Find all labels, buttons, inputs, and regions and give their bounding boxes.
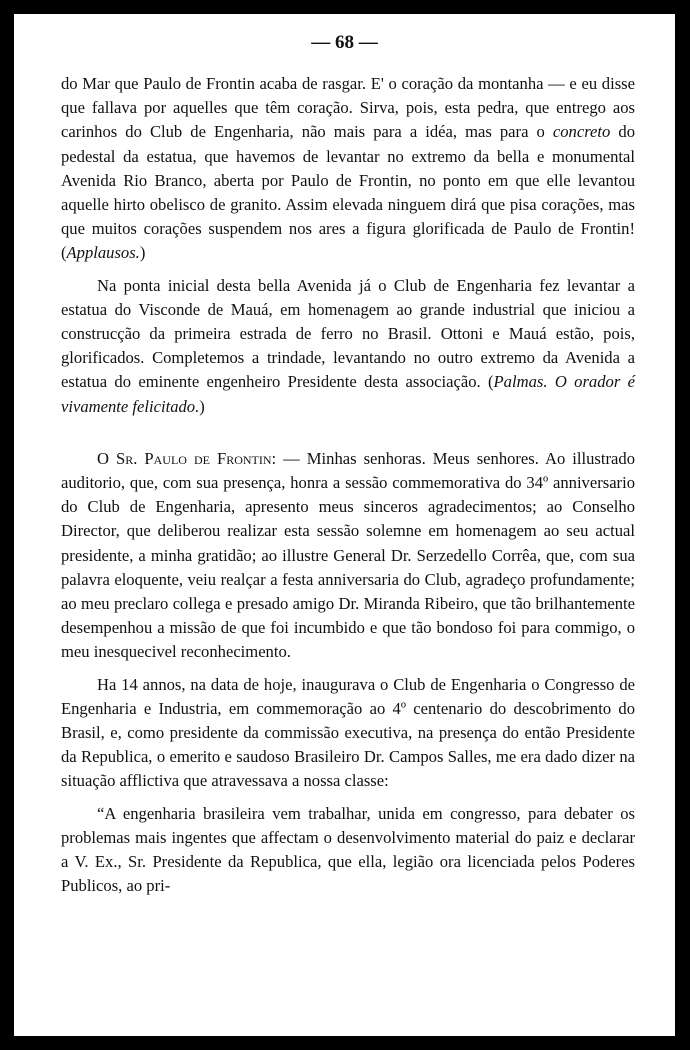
text-run: Na ponta inicial desta bella Avenida já o Club de Engenharia fez levantar a estatua do Visconde de Mauá, em homenagem ao grande industrial que iniciou a construcção da primeira estrada de ferro no Brasil. Ottoni e Mauá estão, pois, glorificados. Completemos a trindade, levantando no outro extremo da Avenida a estatua do eminente engenheiro Presidente desta associação. ( bbox=[61, 275, 635, 392]
text-run: ) bbox=[199, 396, 205, 416]
italic-text: Applausos. bbox=[66, 243, 140, 263]
text-run: ) bbox=[139, 243, 146, 263]
paragraph bbox=[61, 802, 635, 899]
paragraph bbox=[61, 447, 635, 665]
speaker-name: Sr. Paulo de Frontin bbox=[116, 448, 272, 468]
text-run: do pedestal da estatua, que havemos de levantar no extremo da bella e monumental Avenida Rio Branco, aberta por Paulo de Frontin, no ponto em que elle levantou aquelle hirto obelisco de granito. Assim elevada ninguem dirá que pisa corações, mas que muitos corações suspendem nos ares a figura glorificada de Paulo de Frontin! ( bbox=[61, 122, 635, 263]
text-run: Ha 14 annos, na data de hoje, inaugurava o Club de Engenharia o Congresso de Engenharia e Industria, em commemoração ao 4º centenario do descobrimento do Brasil, e, como presidente da commissão executiva, na presença do então Presidente da Republica, o emerito e saudoso Brasileiro Dr. Campos Salles, me era dado dizer na situação afflictiva que atravessava a nossa classe: bbox=[61, 674, 635, 791]
paragraph bbox=[61, 274, 635, 419]
text-run: do Mar que Paulo de Frontin acaba de rasgar. E' o coração da montanha — e eu disse que fallava por aquelles que têm coração. Sirva, pois, esta pedra, que entrego aos carinhos do Club de Engenharia, não mais para a idéa, mas para o bbox=[61, 74, 635, 142]
italic-text: concreto bbox=[552, 122, 611, 142]
paragraph bbox=[61, 673, 635, 794]
page-number: — 68 — bbox=[311, 32, 378, 53]
text-run: “A engenharia brasileira vem trabalhar, unida em congresso, para debater os problemas mais ingentes que affectam o desenvolvimento material do paiz e declarar a V. Ex., Sr. Presidente da Republica, que ella, legião ora licenciada pelos Poderes Publicos, ao pri- bbox=[61, 803, 635, 896]
document-page bbox=[14, 14, 675, 1036]
italic-text: Palmas. O orador é vivamente felicitado. bbox=[61, 372, 636, 416]
text-body bbox=[61, 72, 635, 899]
text-run: : — Minhas senhoras. Meus senhores. Ao illustrado auditorio, que, com sua presença, honra a sessão commemorativa do 34º anniversario do Club de Engenharia, apresento meus sinceros agradecimentos; ao Conselho Director, que deliberou realizar esta sessão solemne em homenagem ao seu actual presidente, a minha gratidão; ao illustre General Dr. Serzedello Corrêa, que, com sua palavra eloquente, veiu realçar a festa anniversaria do Club, agradeço profundamente; ao meu preclaro collega e presado amigo Dr. Miranda Ribeiro, que tão brilhantemente desempenhou a missão de que foi incumbido e que tão bondoso foi para commigo, o meu inesquecivel reconhecimento. bbox=[61, 448, 635, 662]
text-run: O bbox=[97, 448, 116, 468]
paragraph bbox=[61, 72, 635, 266]
